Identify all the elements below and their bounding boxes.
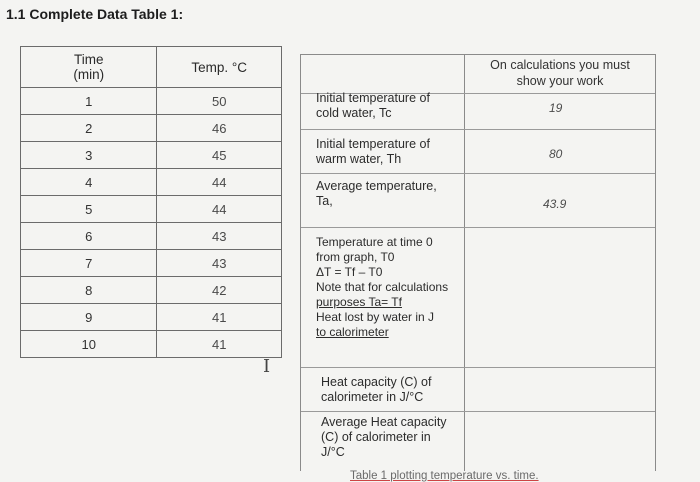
calc-header-line2: show your work: [516, 74, 604, 88]
cold-water-label: [316, 91, 430, 121]
calc-column-header: [467, 57, 653, 89]
table-row: [21, 304, 282, 331]
row-divider: [301, 227, 655, 228]
time-cell[interactable]: 1: [21, 88, 157, 115]
note-line1: Note that for calculations: [316, 280, 449, 294]
time-cell[interactable]: 4: [21, 169, 157, 196]
time-cell[interactable]: 9: [21, 304, 157, 331]
temp-cell[interactable]: 44: [157, 169, 282, 196]
table-row: [21, 196, 282, 223]
time-cell[interactable]: 8: [21, 277, 157, 304]
temp-cell[interactable]: 50: [157, 88, 282, 115]
time-header-line1: Time: [73, 52, 104, 67]
temp-cell[interactable]: 45: [157, 142, 282, 169]
time-header-line2: (min): [73, 67, 105, 82]
table-row: [21, 88, 282, 115]
table-row: [21, 142, 282, 169]
table-row: [21, 250, 282, 277]
temp-cell[interactable]: 42: [157, 277, 282, 304]
heat-lost-line2: to calorimeter: [316, 325, 389, 339]
temp-cell[interactable]: 43: [157, 223, 282, 250]
table-row: [21, 331, 282, 358]
temp-cell[interactable]: 44: [157, 196, 282, 223]
time-cell[interactable]: 10: [21, 331, 157, 358]
heat-capacity-label: [321, 375, 431, 405]
cold-label-line2: cold water, Tc: [316, 106, 392, 120]
temp-cell[interactable]: 46: [157, 115, 282, 142]
time-cell[interactable]: 6: [21, 223, 157, 250]
calculation-table: [300, 54, 656, 471]
temp-time-zero-block: [316, 235, 448, 340]
note-line2: purposes Ta= Tf: [316, 295, 402, 309]
table-row: [21, 277, 282, 304]
text-cursor-icon: I: [263, 356, 271, 377]
table-row: [21, 223, 282, 250]
column-divider: [464, 55, 465, 471]
time-cell[interactable]: 5: [21, 196, 157, 223]
row-divider: [301, 367, 655, 368]
cap-label-line1: Heat capacity (C) of: [321, 375, 432, 389]
time-temperature-table: [20, 46, 282, 358]
table-row: [21, 115, 282, 142]
temp-cell[interactable]: 41: [157, 331, 282, 358]
avg-cap-line2: (C) of calorimeter in: [321, 430, 431, 444]
time-cell[interactable]: 7: [21, 250, 157, 277]
cold-label-line1: Initial temperature of: [316, 91, 430, 105]
warm-label-line2: warm water, Th: [316, 152, 402, 166]
warm-label-line1: Initial temperature of: [316, 137, 430, 151]
row-divider: [301, 411, 655, 412]
row-divider: [301, 173, 655, 174]
avg-cap-line3: J/°C: [321, 445, 345, 459]
time-cell[interactable]: 2: [21, 115, 157, 142]
average-heat-capacity-label: [321, 415, 447, 460]
t0-label-line1: Temperature at time 0: [316, 235, 433, 249]
avg-label-line2: Ta,: [316, 194, 333, 208]
cap-label-line2: calorimeter in J/°C: [321, 390, 424, 404]
warm-water-value[interactable]: 80: [549, 147, 563, 161]
avg-cap-line1: Average Heat capacity: [321, 415, 447, 429]
calc-header-line1: On calculations you must: [490, 58, 630, 72]
page-heading: 1.1 Complete Data Table 1:: [6, 6, 184, 22]
average-temp-label: [316, 179, 437, 209]
row-divider: [301, 129, 655, 130]
temp-cell[interactable]: 41: [157, 304, 282, 331]
temp-column-header: Temp. °C: [157, 47, 282, 88]
bottom-cutoff-text: Table 1 plotting temperature vs. time.: [350, 470, 539, 482]
temp-cell[interactable]: 43: [157, 250, 282, 277]
t0-label-line2: from graph, T0: [316, 250, 395, 264]
average-temp-value[interactable]: 43.9: [543, 197, 567, 211]
warm-water-label: [316, 137, 430, 167]
table-row: [21, 169, 282, 196]
time-column-header: [21, 47, 157, 88]
table-header-row: [21, 47, 282, 88]
delta-t-label: ΔT = Tf – T0: [316, 265, 383, 279]
heat-lost-line1: Heat lost by water in J: [316, 310, 435, 324]
cold-water-value[interactable]: 19: [549, 101, 563, 115]
avg-label-line1: Average temperature,: [316, 179, 437, 193]
time-cell[interactable]: 3: [21, 142, 157, 169]
